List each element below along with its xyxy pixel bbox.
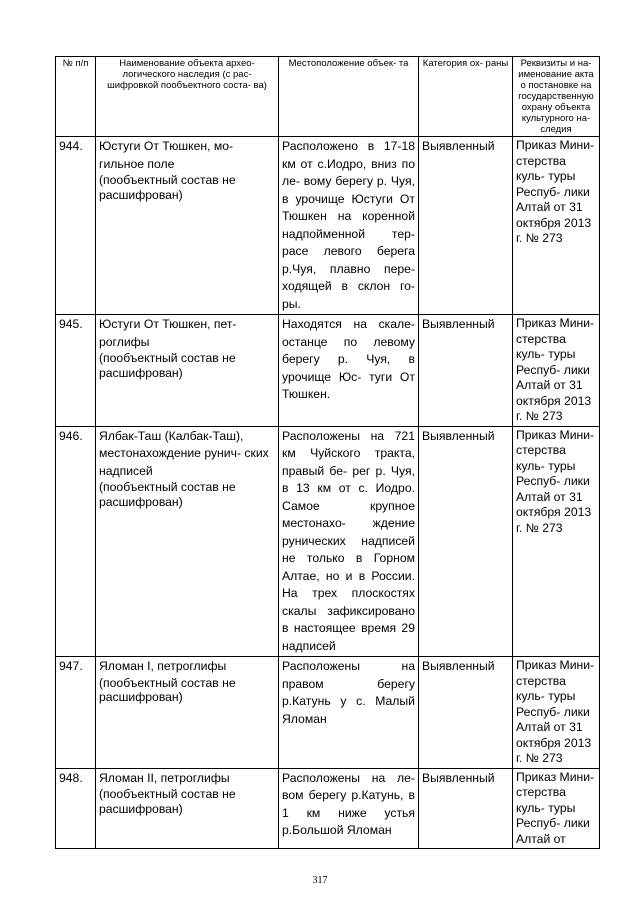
object-name: Яломан I, петроглифы [99,659,227,673]
object-note: (пообъектный состав не расшифрован) [99,480,236,509]
object-location: Расположены на ле- вом берегу р.Катунь, в 1 км ниже устья р.Большой Яломан [279,768,419,849]
object-location: Расположено в 17-18 км от с.Иодро, вниз по ле- вому берегу р. Чуя, в урочище Юстуги От Тюшкен на коренной надпойменной тер- расе левого берега р.Чуя, плавно пере- ходящей в склон го- ры. [279,137,419,315]
object-name: Юстуги От Тюшкен, пет- роглифы [99,317,237,349]
table-row [56,315,600,427]
act-requisites: Приказ Мини- стерства куль- туры Респуб- лики Алтай от 31 октября 2013 г. № 273 [513,657,600,769]
protection-category: Выявленный [419,657,513,769]
object-note: (пообъектный состав не расшифрован) [99,787,236,816]
act-requisites: Приказ Мини- стерства куль- туры Респуб- лики Алтай от 31 октября 2013 г. № 273 [513,315,600,427]
protection-category: Выявленный [419,137,513,315]
object-note: (пообъектный состав не расшифрован) [99,675,236,704]
header-category: Категория ох- раны [419,57,513,137]
object-name-cell [96,426,279,657]
row-number: 945. [56,315,96,427]
protection-category: Выявленный [419,426,513,657]
header-number: № п/п [56,57,96,137]
table-header [56,57,600,137]
row-number: 944. [56,137,96,315]
object-location: Расположены на 721 км Чуйского тракта, правый бе- рег р. Чуя, в 13 км от с. Иодро. Самое крупное местонахо- ждение рунических надписей не только в Горном Алтае, но и в России. На трех плоскостях скалы зафиксировано в настоящее время 29 надписей [279,426,419,657]
object-name: Юстуги От Тюшкен, мо- гильное поле [99,139,234,171]
act-requisites: Приказ Мини- стерства куль- туры Респуб- лики Алтай от 31 октября 2013 г. № 273 [513,426,600,657]
table-body [56,137,600,849]
protection-category: Выявленный [419,768,513,849]
header-location: Местоположение объек- та [279,57,419,137]
object-note: (пообъектный состав не расшифрован) [99,173,236,202]
header-row [56,57,600,137]
object-name-cell [96,315,279,427]
object-location: Расположены на правом берегу р.Катунь у с. Малый Яломан [279,657,419,769]
object-location: Находятся на скале-останце по левому берегу р. Чуя, в урочище Юс- туги От Тюшкен. [279,315,419,427]
object-name-cell [96,137,279,315]
header-requisites: Реквизиты и на- именование акта о постановке на государственную охрану объекта культурного на- следия [513,57,600,137]
heritage-registry-table [55,56,600,849]
act-requisites: Приказ Мини- стерства куль- туры Респуб- лики Алтай от 31 октября 2013 г. № 273 [513,137,600,315]
protection-category: Выявленный [419,315,513,427]
row-number: 947. [56,657,96,769]
header-object-name: Наименование объекта архео- логического наследия (с рас- шифровкой пообъектного соста- ва) [96,57,279,137]
row-number: 946. [56,426,96,657]
table-row [56,426,600,657]
table-row [56,657,600,769]
object-name-cell [96,657,279,769]
page-number: 317 [312,875,328,886]
object-name: Ялбак-Таш (Калбак-Таш), местонахождение рунич- ских надписей [99,428,269,478]
table-row [56,768,600,849]
row-number: 948. [56,768,96,849]
object-note: (пообъектный состав не расшифрован) [99,351,236,380]
act-requisites: Приказ Мини- стерства куль- туры Респуб- лики Алтай от [513,768,600,849]
table-row [56,137,600,315]
object-name-cell [96,768,279,849]
object-name: Яломан II, петроглифы [99,770,230,785]
